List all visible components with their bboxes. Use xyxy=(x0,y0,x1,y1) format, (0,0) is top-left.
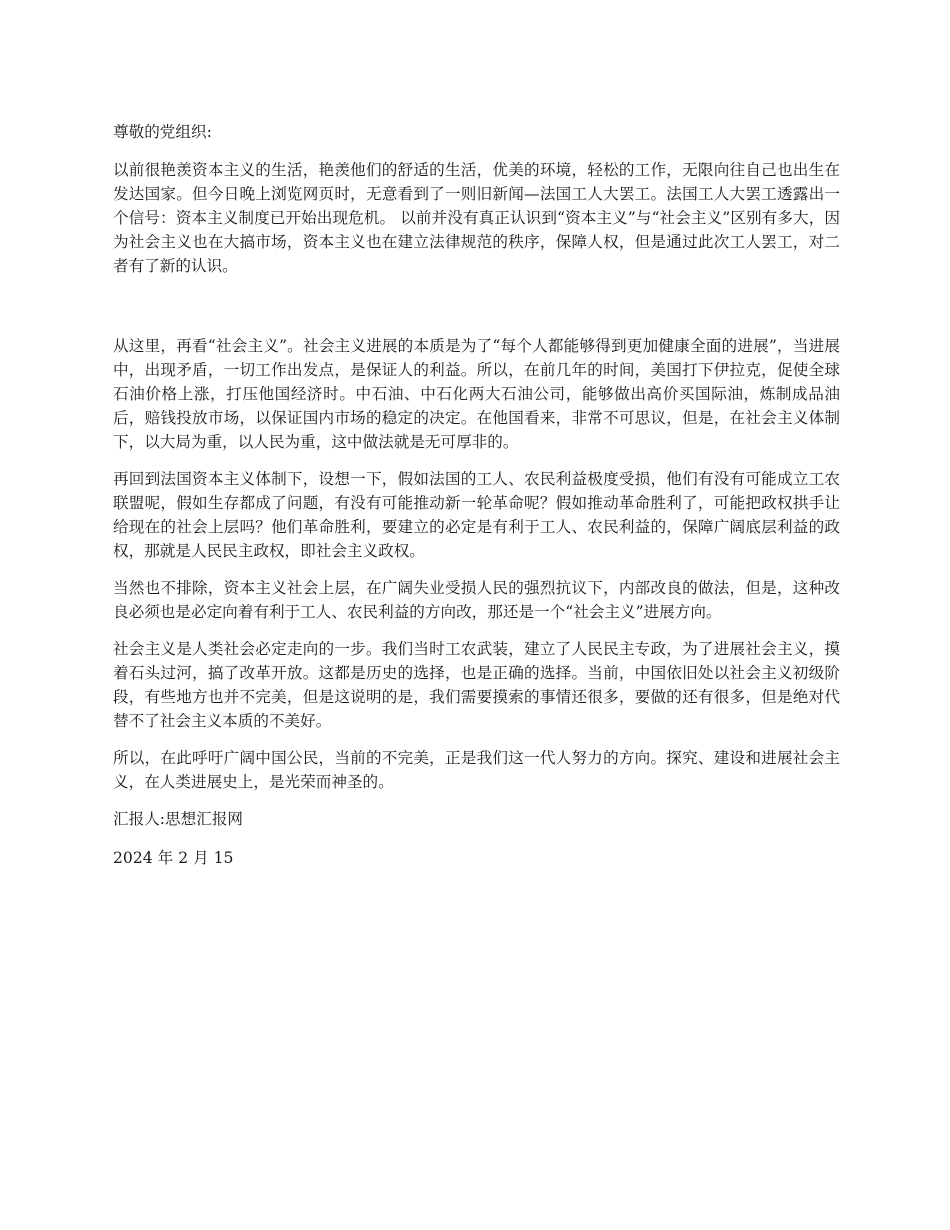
paragraph-1: 以前很艳羡资本主义的生活，艳羡他们的舒适的生活，优美的环境，轻松的工作，无限向往自己也出生在发达国家。但今日晚上浏览网页时，无意看到了一则旧新闻—法国工人大罢工。法国工人大罢工透露出一个信号：资本主义制度已开始出现危机。 以前并没有真正认识到“资本主义”与“社会主义”区别有多大，因为社会主义也在大搞市场，资本主义也在建立法律规范的秩序，保障人权，但是通过此次工人罢工，对二者有了新的认识。 xyxy=(113,161,840,275)
paragraph-6: 所以，在此呼吁广阔中国公民，当前的不完美，正是我们这一代人努力的方向。探究、建设和进展社会主义，在人类进展史上，是光荣而神圣的。 xyxy=(113,749,840,791)
paragraph-2: 从这里，再看“社会主义”。社会主义进展的本质是为了“每个人都能够得到更加健康全面的进展”，当进展中，出现矛盾，一切工作出发点，是保证人的利益。所以，在前几年的时间，美国打下伊拉克，促使全球石油价格上涨，打压他国经济时。中石油、中石化两大石油公司，能够做出高价买国际油，炼制成品油后，赔钱投放市场，以保证国内市场的稳定的决定。在他国看来，非常不可思议，但是，在社会主义体制下，以大局为重，以人民为重，这中做法就是无可厚非的。 xyxy=(113,337,840,451)
salutation: 尊敬的党组织: xyxy=(113,123,212,141)
signature: 汇报人:思想汇报网 xyxy=(113,810,244,828)
report-date: 2024 年 2 月 15 xyxy=(113,849,234,867)
paragraph-5: 社会主义是人类社会必定走向的一步。我们当时工农武装，建立了人民民主专政，为了进展社会主义，摸着石头过河，搞了改革开放。这都是历史的选择，也是正确的选择。当前，中国依旧处以社会主义初级阶段，有些地方也并不完美，但是这说明的是，我们需要摸索的事情还很多，要做的还有很多，但是绝对代替不了社会主义本质的不美好。 xyxy=(113,640,840,730)
paragraph-3: 再回到法国资本主义体制下，设想一下，假如法国的工人、农民利益极度受损，他们有没有可能成立工农联盟呢，假如生存都成了问题，有没有可能推动新一轮革命呢？假如推动革命胜利了，可能把政权拱手让给现在的社会上层吗？他们革命胜利，要建立的必定是有利于工人、农民利益的，保障广阔底层利益的政权，那就是人民民主政权，即社会主义政权。 xyxy=(113,470,840,560)
paragraph-4: 当然也不排除，资本主义社会上层，在广阔失业受损人民的强烈抗议下，内部改良的做法，但是，这种改良必须也是必定向着有利于工人、农民利益的方向改，那还是一个“社会主义”进展方向。 xyxy=(113,579,840,621)
document-body xyxy=(113,120,840,883)
